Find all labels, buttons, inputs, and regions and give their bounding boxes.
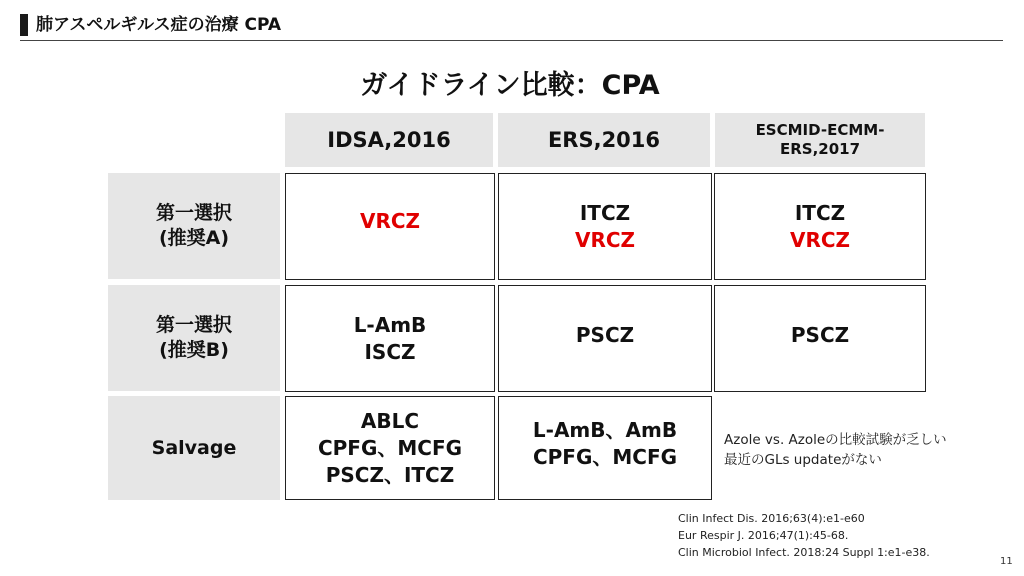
drug-label: PSCZ [575,323,635,347]
cell-idsa-salvage [285,396,495,500]
row-header-line: Salvage [151,436,237,459]
column-header-ers: ERS,2016 [498,113,710,167]
drug-label: VRCZ [359,209,421,233]
column-header-escmid: ESCMID-ECMM-ERS,2017 [715,113,925,167]
row-header-line: 第一選択 [155,202,232,224]
note-line: Azole vs. Azoleの比較試験が乏しい [724,432,947,448]
drug-label: ITCZ [794,200,846,225]
cell-ers-first-choice-b [498,285,712,392]
page-title: ガイドライン比較：CPA [360,70,660,101]
note-line: 最近のGLs updateがない [724,452,882,468]
drug-label: PSCZ [790,323,850,347]
drug-label: ISCZ [364,339,416,364]
drug-label: ITCZ [579,200,631,225]
header-accent-bar [20,14,28,36]
row-header-first-choice-a [108,173,280,279]
drug-label: ABLC [360,408,420,433]
reference-item: Eur Respir J. 2016;47(1):45-68. [678,529,849,542]
drug-label: VRCZ [789,227,851,252]
row-header-line: (推奨B) [159,339,229,361]
reference-item: Clin Infect Dis. 2016;63(4):e1-e60 [678,512,865,525]
cell-idsa-first-choice-b [285,285,495,392]
cell-escmid-first-choice-a [714,173,926,280]
cell-ers-salvage [498,396,712,500]
drug-label: PSCZ、ITCZ [325,462,455,487]
references [678,510,930,561]
cell-escmid-first-choice-b [714,285,926,392]
salvage-note [724,430,1014,470]
row-header-line: 第一選択 [155,314,232,336]
cell-idsa-first-choice-a [285,173,495,280]
slide-header [20,12,1003,41]
reference-item: Clin Microbiol Infect. 2018:24 Suppl 1:e1-e38. [678,546,930,559]
page-number: 11 [1000,556,1013,567]
slide-header-title: 肺アスペルギルス症の治療 CPA [36,15,282,35]
row-header-line: (推奨A) [158,227,230,249]
cell-ers-first-choice-a [498,173,712,280]
drug-label: L-AmB、AmB [532,418,678,442]
drug-label: CPFG、MCFG [532,445,678,469]
drug-label: L-AmB [353,312,427,337]
row-header-salvage [108,396,280,500]
drug-label: CPFG、MCFG [317,435,463,460]
drug-label: VRCZ [574,227,636,252]
column-header-idsa: IDSA,2016 [285,113,493,167]
row-header-first-choice-b [108,285,280,391]
